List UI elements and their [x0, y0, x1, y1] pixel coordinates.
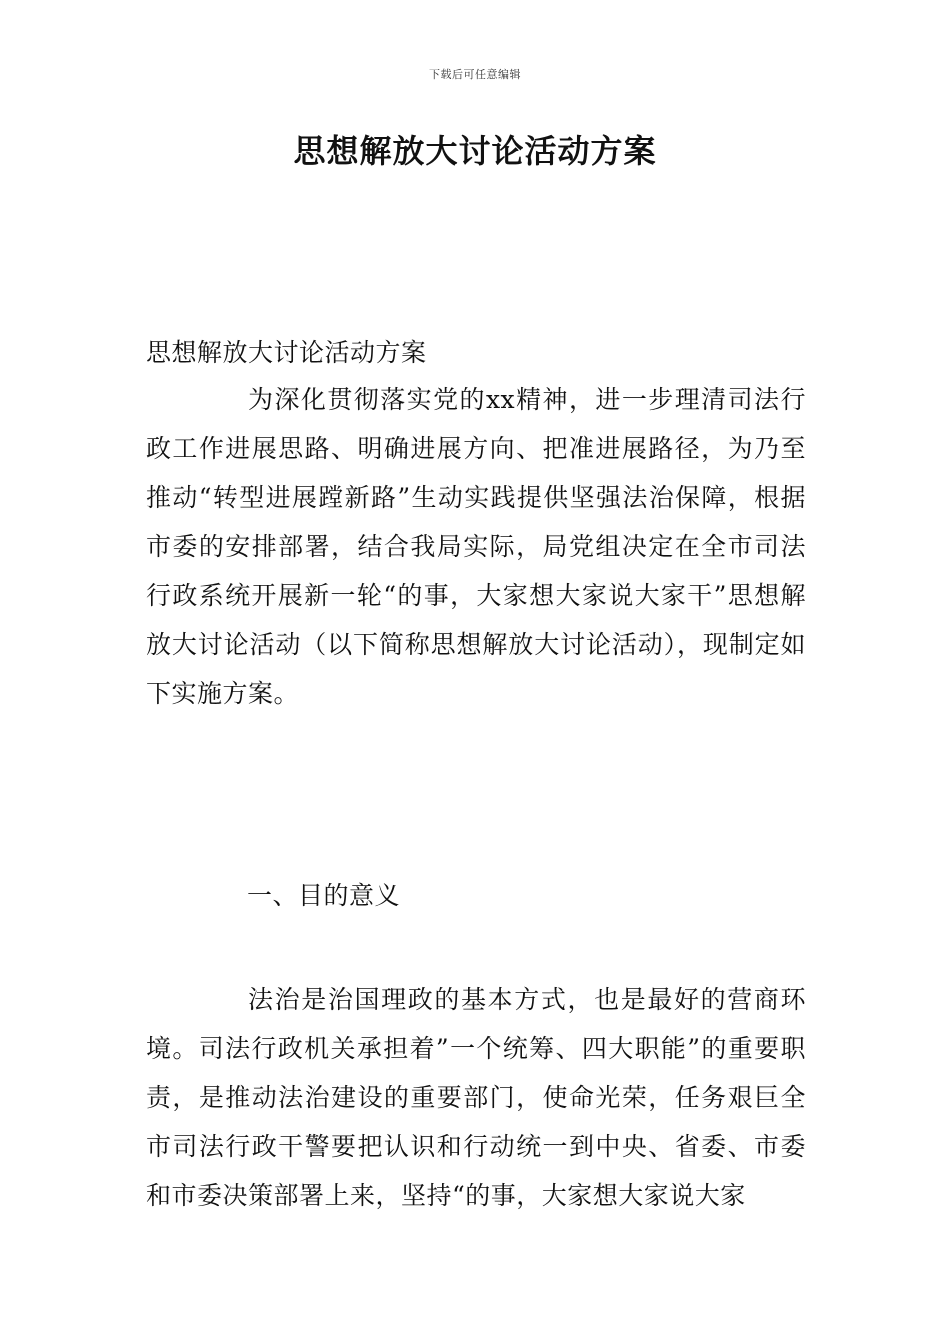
section-heading-purpose: 一、目的意义 [247, 881, 401, 910]
document-subtitle: 思想解放大讨论活动方案 [146, 338, 427, 367]
section-paragraph-purpose: 法治是治国理政的基本方式，也是最好的营商环境。司法行政机关承担着”一个统筹、四大职能”的重要职责，是推动法治建设的重要部门，使命光荣，任务艰巨全市司法行政干警要把认识和行动统一到中央、省委、市委和市委决策部署上来，坚持“的事，大家想大家说大家 [146, 985, 806, 1210]
intro-paragraph: 为深化贯彻落实党的xx精神，进一步理清司法行政工作进展思路、明确进展方向、把准进展路径，为乃至推动“转型进展蹚新路”生动实践提供坚强法治保障，根据市委的安排部署，结合我局实际，局党组决定在全市司法行政系统开展新一轮“的事，大家想大家说大家干”思想解放大讨论活动（以下简称思想解放大讨论活动），现制定如下实施方案。 [146, 385, 806, 708]
header-note: 下载后可任意编辑 [429, 68, 521, 81]
document-title: 思想解放大讨论活动方案 [293, 132, 657, 170]
